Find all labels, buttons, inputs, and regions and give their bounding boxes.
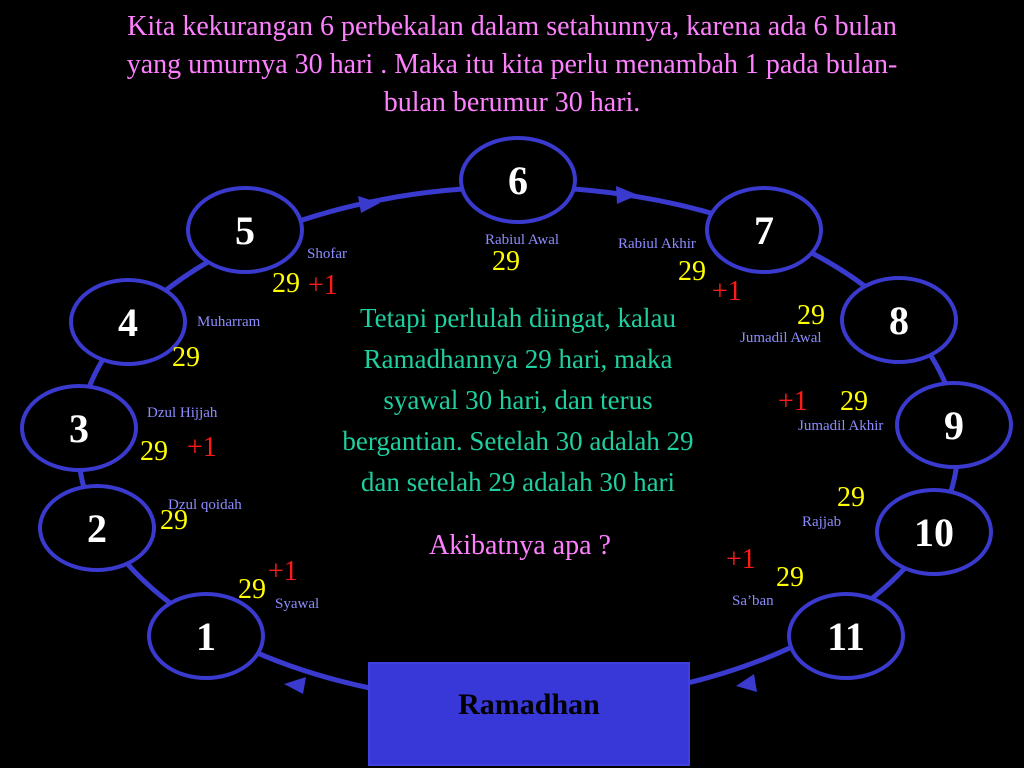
plus-one-label: +1 xyxy=(268,556,298,587)
day-count-label: 29 xyxy=(678,256,706,287)
center-line-2: Ramadhannya 29 hari, maka xyxy=(363,344,673,374)
month-node-number: 6 xyxy=(508,158,528,203)
plus-one-label: +1 xyxy=(712,276,742,307)
month-node xyxy=(71,280,185,364)
plus-one-label: +1 xyxy=(308,270,338,301)
month-node-number: 5 xyxy=(235,208,255,253)
plus-one-label: +1 xyxy=(187,432,217,463)
month-node xyxy=(149,594,263,678)
month-node xyxy=(842,278,956,362)
month-node-number: 10 xyxy=(914,510,954,555)
month-node xyxy=(188,188,302,272)
month-node-number: 3 xyxy=(69,406,89,451)
day-count-label: 29 xyxy=(492,246,520,277)
day-count-label: 29 xyxy=(776,562,804,593)
ramadhan-label: Ramadhan xyxy=(458,688,600,721)
day-count-label: 29 xyxy=(172,342,200,373)
month-node xyxy=(789,594,903,678)
month-node-number: 7 xyxy=(754,208,774,253)
cycle-arrow-4 xyxy=(736,674,757,692)
month-node xyxy=(877,490,991,574)
cycle-arrow-3 xyxy=(284,677,306,694)
plus-one-label: +1 xyxy=(778,386,808,417)
plus-one-label: +1 xyxy=(726,544,756,575)
month-name-label: Sa’ban xyxy=(732,593,774,609)
month-node-number: 4 xyxy=(118,300,138,345)
month-node-number: 8 xyxy=(889,298,909,343)
month-name-label: Jumadil Akhir xyxy=(798,418,884,434)
month-node xyxy=(897,383,1011,467)
month-name-label: Muharram xyxy=(197,314,261,330)
month-name-label: Dzul Hijjah xyxy=(147,405,218,421)
day-count-label: 29 xyxy=(840,386,868,417)
center-line-5: dan setelah 29 adalah 30 hari xyxy=(360,467,676,497)
header-line-1: Kita kekurangan 6 perbekalan dalam setahunnya, karena ada 6 bulan xyxy=(127,11,897,42)
month-node xyxy=(461,138,575,222)
question-text: Akibatnya apa ? xyxy=(429,530,611,561)
month-node-number: 2 xyxy=(87,506,107,551)
month-node xyxy=(22,386,136,470)
cycle-arrow-2 xyxy=(616,186,638,204)
month-node-number: 11 xyxy=(827,614,865,659)
day-count-label: 29 xyxy=(837,482,865,513)
month-node xyxy=(707,188,821,272)
month-node-number: 9 xyxy=(944,403,964,448)
day-count-label: 29 xyxy=(140,436,168,467)
month-name-label: Rabiul Awal xyxy=(485,232,560,248)
month-name-label: Syawal xyxy=(275,596,320,612)
day-count-label: 29 xyxy=(272,268,300,299)
center-line-3: syawal 30 hari, dan terus xyxy=(383,385,653,415)
center-text xyxy=(290,298,746,503)
center-line-4: bergantian. Setelah 30 adalah 29 xyxy=(342,426,694,456)
day-count-label: 29 xyxy=(238,574,266,605)
day-count-label: 29 xyxy=(797,300,825,331)
day-count-label: 29 xyxy=(160,505,188,536)
month-name-label: Dzul qoidah xyxy=(168,497,242,513)
month-name-label: Shofar xyxy=(307,246,347,262)
month-node-number: 1 xyxy=(196,614,216,659)
month-name-label: Rajjab xyxy=(802,514,842,530)
center-line-1: Tetapi perlulah diingat, kalau xyxy=(360,303,676,333)
header-line-2: yang umurnya 30 hari . Maka itu kita perlu menambah 1 pada bulan- xyxy=(126,49,898,80)
month-name-label: Jumadil Awal xyxy=(740,330,822,346)
month-name-label: Rabiul Akhir xyxy=(618,236,696,252)
month-node xyxy=(40,486,154,570)
header-line-3: bulan berumur 30 hari. xyxy=(383,87,641,118)
